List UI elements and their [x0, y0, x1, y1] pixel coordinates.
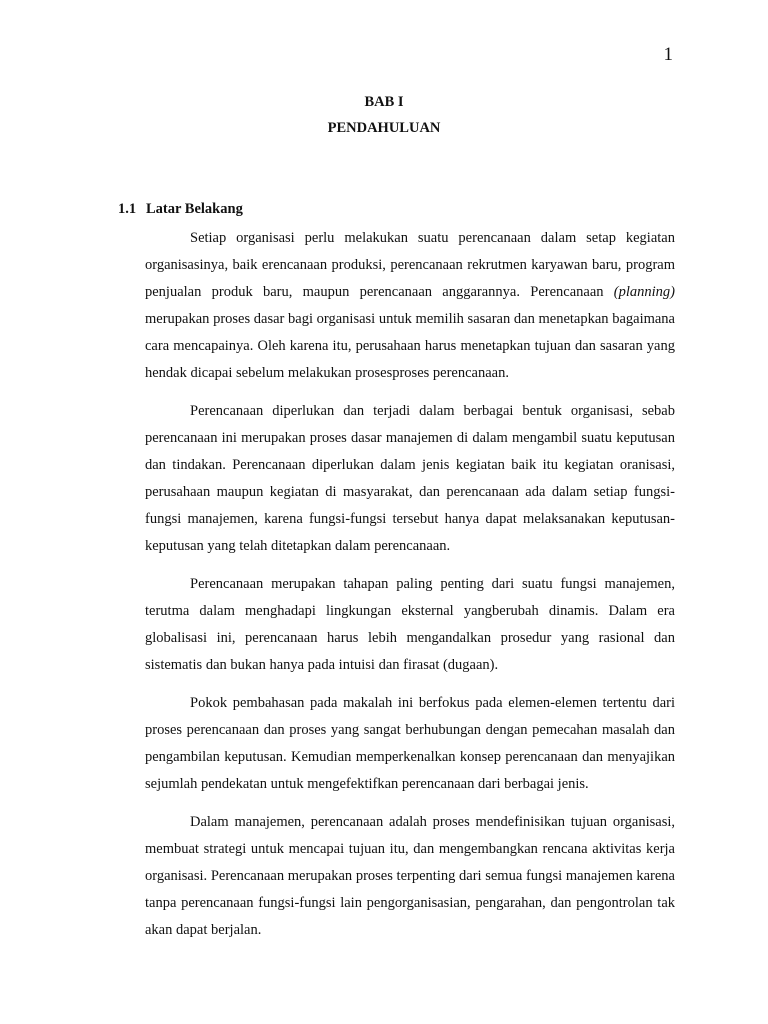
section-title: Latar Belakang [146, 201, 243, 217]
paragraph-5: Dalam manajemen, perencanaan adalah proses mendefinisikan tujuan organisasi, membuat strategi untuk mencapai tujuan itu, dan mengembangkan rencana aktivitas kerja organisasi. Perencanaan merupakan proses terpenting dari semua fungsi manajemen karena tanpa perencanaan fungsi-fungsi lain pengorganisasian, pengarahan, dan pengontrolan tak akan dapat berjalan. [145, 814, 675, 938]
body-text [145, 225, 675, 955]
section-number: 1.1 [118, 201, 137, 217]
paragraph-1 [145, 225, 675, 387]
paragraph-1-text-a: Setiap organisasi perlu melakukan suatu perencanaan dalam setap kegiatan organisasinya, baik erencanaan produksi, perencanaan rekrutmen karyawan baru, program penjualan produk baru, maupun perencanaan anggarannya. Perencanaan [145, 230, 675, 300]
chapter-number: BAB I [364, 94, 404, 110]
paragraph-3: Perencanaan merupakan tahapan paling penting dari suatu fungsi manajemen, terutma dalam menghadapi lingkungan eksternal yangberubah dinamis. Dalam era globalisasi ini, perencanaan harus lebih mengandalkan prosedur yang rasional dan sistematis dan bukan hanya pada intuisi dan firasat (dugaan). [145, 576, 675, 673]
paragraph-1-text-b: merupakan proses dasar bagi organisasi untuk memilih sasaran dan menetapkan bagaimana cara mencapainya. Oleh karena itu, perusahaan harus menetapkan tujuan dan sasaran yang hendak dicapai sebelum melakukan prosesproses perencanaan. [145, 311, 675, 381]
paragraph-1-italic-term: (planning) [613, 284, 675, 300]
page-number: 1 [663, 44, 673, 65]
section-heading [118, 201, 243, 218]
paragraph-4: Pokok pembahasan pada makalah ini berfokus pada elemen-elemen tertentu dari proses perencanaan dan proses yang sangat berhubungan dengan pemecahan masalah dan pengambilan keputusan. Kemudian memperkenalkan konsep perencanaan dan menyajikan sejumlah pendekatan untuk mengefektifkan perencanaan dari berbagai jenis. [145, 695, 675, 792]
paragraph-2: Perencanaan diperlukan dan terjadi dalam berbagai bentuk organisasi, sebab perencanaan ini merupakan proses dasar manajemen di dalam mengambil suatu keputusan dan tindakan. Perencanaan diperlukan dalam jenis kegiatan baik itu kegiatan oranisasi, perusahaan maupun kegiatan di masyarakat, dan perencanaan ada dalam setiap fungsi-fungsi manajemen, karena fungsi-fungsi tersebut hanya dapat melaksanakan keputusan-keputusan yang telah ditetapkan dalam perencanaan. [145, 403, 675, 554]
chapter-title: PENDAHULUAN [327, 120, 441, 136]
